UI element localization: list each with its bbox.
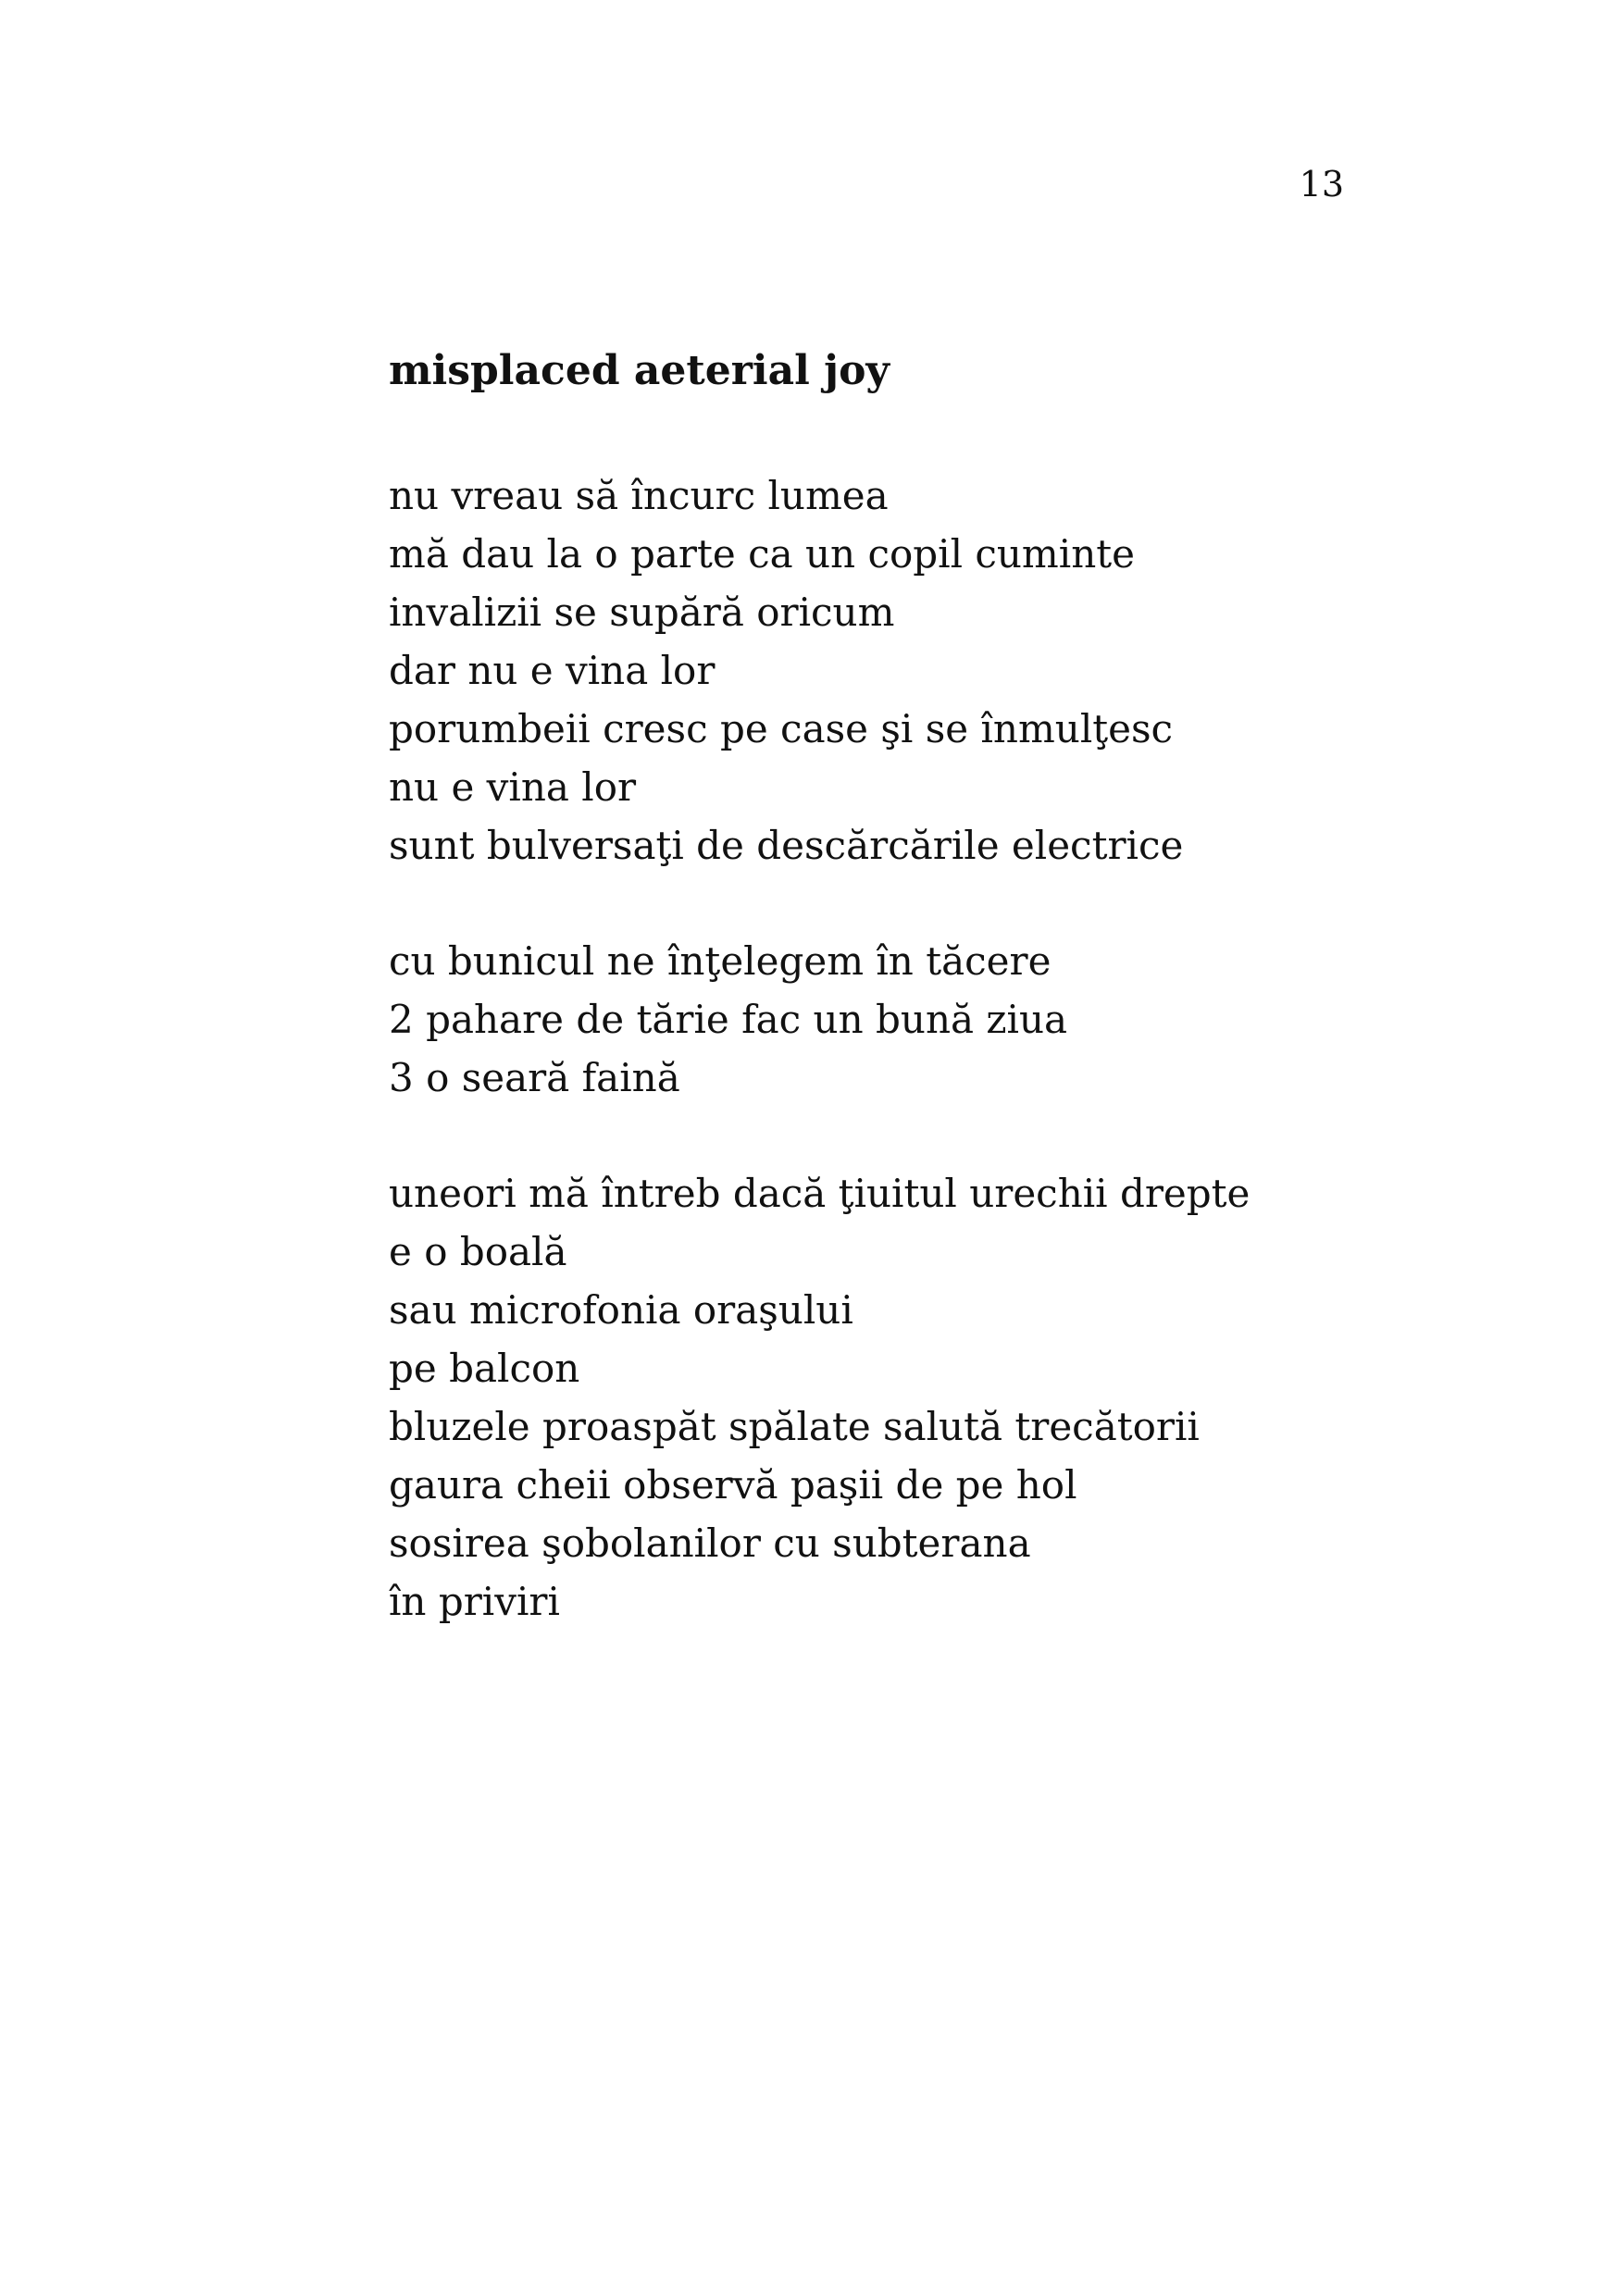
poem-line: bluzele proaspăt spălate salută trecătorii bbox=[389, 1404, 1200, 1449]
poem-title: misplaced aeterial joy bbox=[389, 347, 890, 394]
poem-line: dar nu e vina lor bbox=[389, 648, 716, 693]
poem-line: e o boală bbox=[389, 1229, 567, 1274]
poem-line: nu vreau să încurc lumea bbox=[389, 473, 889, 518]
poem-line: nu e vina lor bbox=[389, 764, 637, 810]
poem-line: în priviri bbox=[389, 1579, 560, 1624]
poem bbox=[389, 342, 1407, 1688]
poem-line: sunt bulversaţi de descărcările electrice bbox=[389, 823, 1184, 868]
poem-line: sau microfonia oraşului bbox=[389, 1287, 853, 1333]
poem-line: gaura cheii observă paşii de pe hol bbox=[389, 1462, 1077, 1508]
poem-line: porumbeii cresc pe case şi se înmulţesc bbox=[389, 706, 1174, 751]
stanza-2 bbox=[389, 932, 1407, 1107]
poem-line: 3 o seară faină bbox=[389, 1055, 680, 1100]
poem-line: invalizii se supără oricum bbox=[389, 590, 895, 635]
poem-line: 2 pahare de tărie fac un bună ziua bbox=[389, 997, 1068, 1042]
stanza-1 bbox=[389, 466, 1407, 875]
poem-line: cu bunicul ne înţelegem în tăcere bbox=[389, 938, 1052, 984]
poem-line: uneori mă întreb dacă ţiuitul urechii drepte bbox=[389, 1171, 1251, 1216]
poem-line: pe balcon bbox=[389, 1346, 580, 1391]
poem-line: mă dau la o parte ca un copil cuminte bbox=[389, 531, 1135, 577]
poem-line: sosirea şobolanilor cu subterana bbox=[389, 1520, 1031, 1566]
stanza-3 bbox=[389, 1164, 1407, 1631]
page-number: 13 bbox=[1299, 164, 1344, 205]
